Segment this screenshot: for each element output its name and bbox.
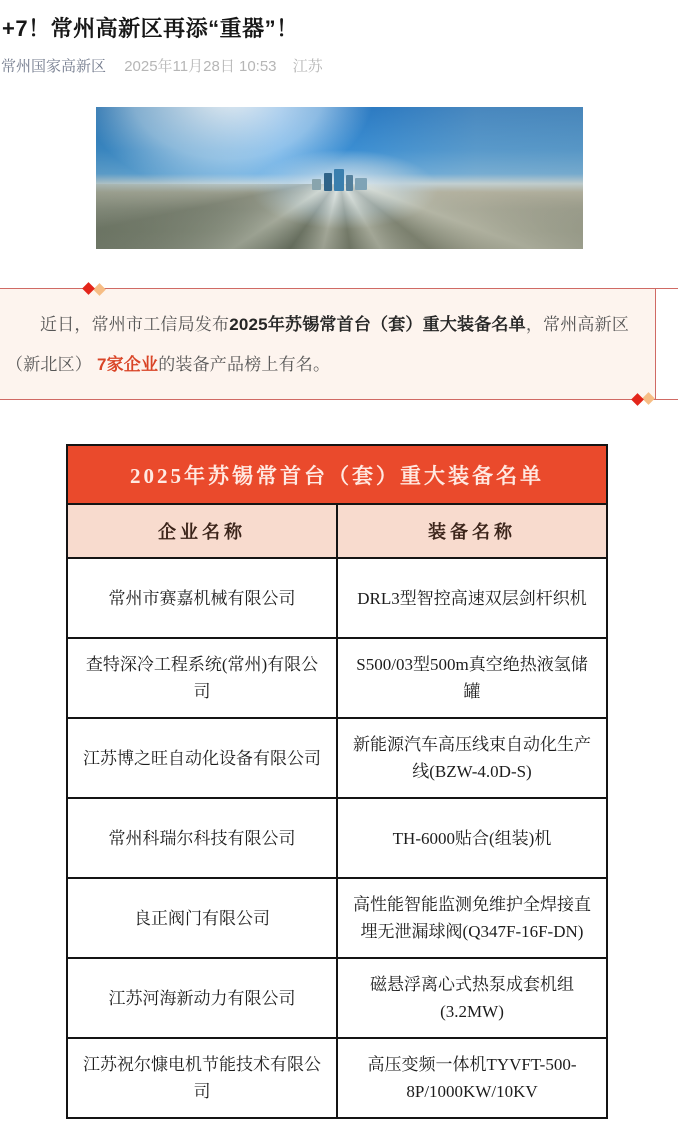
column-header-company: 企业名称 — [67, 504, 337, 558]
column-header-equipment: 装备名称 — [337, 504, 607, 558]
summary-segment: 近日，常州市工信局发布 — [40, 315, 230, 334]
table-row — [67, 878, 607, 958]
table-row — [67, 558, 607, 638]
company-name-cell: 江苏博之旺自动化设备有限公司 — [67, 718, 337, 798]
table-row — [67, 638, 607, 718]
table-row — [67, 958, 607, 1038]
highlight-box-bottom-line — [0, 399, 678, 400]
equipment-name-cell: TH-6000贴合(组装)机 — [337, 798, 607, 878]
company-name-cell: 江苏河海新动力有限公司 — [67, 958, 337, 1038]
account-name-link[interactable]: 常州国家高新区 — [1, 58, 107, 75]
building-shape — [334, 169, 344, 191]
company-name-cell: 江苏祝尔慷电机节能技术有限公司 — [67, 1038, 337, 1118]
equipment-name-cell: 磁悬浮离心式热泵成套机组(3.2MW) — [337, 958, 607, 1038]
table-row — [67, 718, 607, 798]
summary-segment: 7家企业 — [96, 355, 159, 374]
summary-segment: ，常州高新区（新北区） — [6, 315, 630, 374]
building-shape — [312, 179, 321, 190]
company-name-cell: 常州市赛嘉机械有限公司 — [67, 558, 337, 638]
panorama-city-image[interactable] — [96, 107, 583, 249]
building-shape — [346, 175, 353, 191]
equipment-name-cell: 新能源汽车高压线束自动化生产线(BZW-4.0D-S) — [337, 718, 607, 798]
highlight-box — [0, 288, 678, 400]
building-shape — [355, 178, 367, 190]
equipment-list-table — [66, 444, 608, 1119]
table-row — [67, 1038, 607, 1118]
summary-paragraph — [0, 289, 655, 401]
equipment-name-cell: DRL3型智控高速双层剑杆织机 — [337, 558, 607, 638]
highlight-box-background — [0, 289, 656, 399]
company-name-cell: 查特深冷工程系统(常州)有限公司 — [67, 638, 337, 718]
company-name-cell: 良正阀门有限公司 — [67, 878, 337, 958]
company-name-cell: 常州科瑞尔科技有限公司 — [67, 798, 337, 878]
equipment-name-cell: 高性能智能监测免维护全焊接直埋无泄漏球阀(Q347F-16F-DN) — [337, 878, 607, 958]
equipment-name-cell: S500/03型500m真空绝热液氢储罐 — [337, 638, 607, 718]
publish-region: 江苏 — [292, 58, 323, 75]
equipment-name-cell: 高压变频一体机TYVFT-500-8P/1000KW/10KV — [337, 1038, 607, 1118]
building-shape — [324, 173, 332, 191]
summary-segment: 的装备产品榜上有名。 — [158, 355, 331, 374]
publish-date: 2025年11月28日 10:53 — [124, 58, 277, 75]
table-row — [67, 798, 607, 878]
table-title: 2025年苏锡常首台（套）重大装备名单 — [67, 445, 607, 504]
byline — [0, 58, 678, 76]
summary-segment: 2025年苏锡常首台（套）重大装备名单 — [229, 315, 526, 334]
page-title: +7！常州高新区再添“重器”！ — [2, 16, 299, 41]
